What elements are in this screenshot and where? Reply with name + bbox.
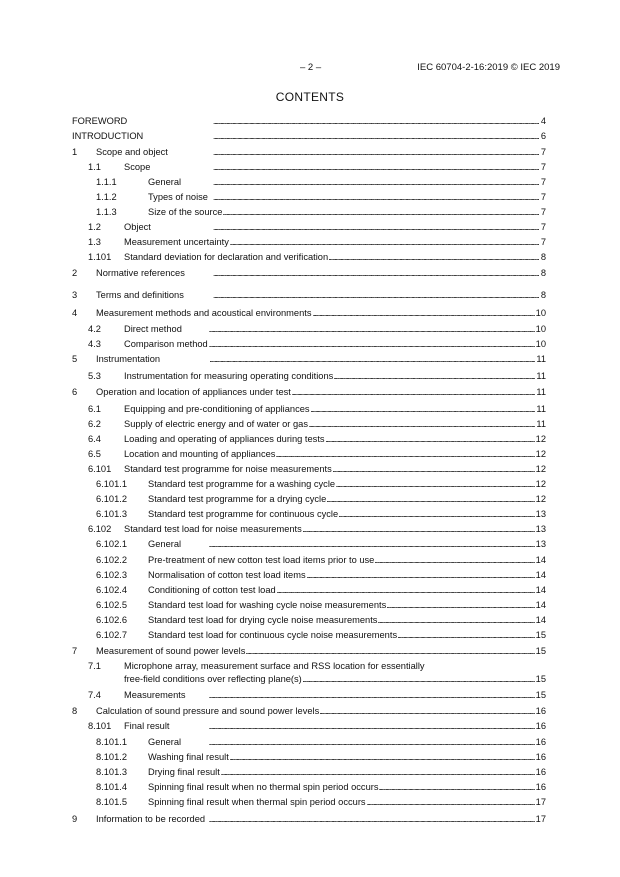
toc-entry[interactable]: [72, 306, 546, 319]
toc-entry-page: 7: [540, 222, 546, 232]
toc-entry-title: Loading and operating of appliances during tests: [124, 434, 325, 444]
toc-entry-leader: [375, 555, 534, 566]
toc-entry-title: General: [148, 539, 182, 549]
toc-entry-title: Normative references: [96, 268, 185, 278]
toc-entry[interactable]: [96, 507, 546, 520]
toc-entry[interactable]: [96, 598, 546, 611]
toc-entry-title: Drying final result: [148, 767, 220, 777]
toc-entry-title: Standard test programme for a washing cycle: [148, 479, 336, 489]
toc-entry-page: 12: [535, 494, 546, 504]
toc-entry-number: 8: [72, 706, 78, 716]
toc-entry-page: 15: [535, 646, 546, 656]
toc-entry-title: Washing final result: [148, 752, 229, 762]
toc-entry-number: 1: [72, 147, 78, 157]
toc-entry-title: Object: [124, 222, 151, 232]
toc-entry[interactable]: [96, 628, 546, 641]
toc-entry-leader: [151, 162, 539, 173]
toc-entry-page: 7: [540, 162, 546, 172]
toc-entry[interactable]: [96, 537, 546, 550]
toc-entry-page: 14: [535, 585, 546, 595]
page-number: – 2 –: [300, 62, 322, 73]
toc-entry-title: Standard test programme for continuous cycle: [148, 509, 339, 519]
toc-entry-page: 13: [535, 524, 546, 534]
toc-entry-page: 11: [536, 419, 546, 429]
toc-entry-number: 6.101: [88, 464, 112, 474]
toc-entry-title: Measurements: [124, 690, 186, 700]
toc-entry-page: 10: [535, 339, 546, 349]
toc-entry-page: 16: [535, 737, 546, 747]
toc-entry-title: Scope and object: [96, 147, 168, 157]
toc-entry-page: 11: [536, 371, 546, 381]
toc-entry-page: 14: [535, 570, 546, 580]
toc-entry-page: 14: [535, 600, 546, 610]
toc-entry-page: 17: [535, 814, 546, 824]
toc-entry-page: 14: [535, 615, 546, 625]
toc-entry[interactable]: [96, 568, 546, 581]
toc-entry[interactable]: [96, 205, 546, 218]
toc-entry-page: 7: [540, 192, 546, 202]
toc-entry-leader: [329, 252, 539, 263]
toc-entry-page: 16: [535, 782, 546, 792]
toc-entry-leader: [161, 354, 535, 365]
toc-entry-leader: [170, 721, 534, 732]
toc-entry[interactable]: [96, 492, 546, 505]
toc-entry-number: 1.1.3: [96, 207, 117, 217]
toc-entry-page: 12: [535, 449, 546, 459]
toc-entry[interactable]: [72, 129, 546, 142]
toc-entry[interactable]: [72, 352, 546, 365]
toc-entry-leader: [230, 237, 539, 248]
toc-entry-page: 6: [540, 131, 546, 141]
toc-entry-title: Size of the source: [148, 207, 223, 217]
toc-entry-number: 6.1: [88, 404, 101, 414]
toc-entry-number: 6.102.2: [96, 555, 128, 565]
toc-entry-number: 8.101.2: [96, 752, 128, 762]
toc-entry-title: Measurement of sound power levels: [96, 646, 246, 656]
toc-entry-leader: [336, 479, 535, 490]
toc-entry[interactable]: [88, 337, 546, 350]
toc-entry-page: 12: [535, 434, 546, 444]
toc-entry-leader: [320, 706, 534, 717]
standard-reference: IEC 60704-2-16:2019 © IEC 2019: [417, 62, 560, 73]
toc-entry-number: 7.4: [88, 690, 101, 700]
toc-entry-title: Equipping and pre-conditioning of appliances: [124, 404, 310, 414]
toc-entry-leader: [182, 737, 535, 748]
toc-entry[interactable]: [72, 145, 546, 158]
toc-entry-leader: [276, 449, 534, 460]
toc-entry[interactable]: [88, 432, 546, 445]
toc-entry[interactable]: [88, 522, 546, 535]
toc-entry-page: 16: [535, 721, 546, 731]
toc-entry-number: 7: [72, 646, 78, 656]
toc-entry-page: 7: [540, 207, 546, 217]
toc-entry-title: Final result: [124, 721, 170, 731]
toc-entry-leader: [186, 268, 539, 279]
toc-entry-title: Instrumentation: [96, 354, 161, 364]
toc-entry-page: 13: [535, 539, 546, 549]
toc-entry-number: 6.102.5: [96, 600, 128, 610]
toc-entry-number: 1.1.2: [96, 192, 117, 202]
toc-entry-leader: [334, 371, 535, 382]
toc-entry-page: 8: [540, 268, 546, 278]
toc-entry-leader: [246, 646, 534, 657]
toc-entry[interactable]: [72, 288, 546, 301]
toc-entry-leader: [221, 767, 535, 778]
toc-entry-number: 6.4: [88, 434, 101, 444]
toc-entry-leader: [309, 419, 535, 430]
toc-entry-title: Standard test load for drying cycle noise measurements: [148, 615, 378, 625]
toc-entry-leader: [206, 814, 535, 825]
toc-entry-number: 1.1.1: [96, 177, 117, 187]
toc-entry-page: 11: [536, 354, 546, 364]
toc-entry-title: General: [148, 737, 182, 747]
toc-entry-title: Comparison method: [124, 339, 208, 349]
toc-entry[interactable]: [72, 704, 546, 717]
toc-entry-leader: [152, 222, 539, 233]
toc-entry-leader: [292, 387, 535, 398]
toc-entry-number: 2: [72, 268, 78, 278]
toc-entry-page: 15: [535, 674, 546, 684]
toc-entry-page: 15: [535, 630, 546, 640]
toc-entry-title: Calculation of sound pressure and sound power levels: [96, 706, 320, 716]
toc-entry-title: Instrumentation for measuring operating conditions: [124, 371, 334, 381]
toc-entry-page: 17: [535, 797, 546, 807]
toc-entry-number: 6.102.1: [96, 539, 128, 549]
toc-entry-leader: [223, 207, 539, 218]
toc-entry-number: 8.101.1: [96, 737, 128, 747]
toc-entry-number: 6.102.6: [96, 615, 128, 625]
toc-entry-number: 6.101.3: [96, 509, 128, 519]
toc-entry-number: 1.3: [88, 237, 101, 247]
toc-entry-title: free-field conditions over reflecting plane(s): [124, 674, 302, 684]
toc-entry-title: Information to be recorded: [96, 814, 206, 824]
toc-entry-page: 12: [535, 464, 546, 474]
toc-entry-number: 8.101.5: [96, 797, 128, 807]
toc-entry[interactable]: [88, 672, 546, 685]
toc-entry-leader: [128, 116, 539, 127]
toc-entry-number: 5: [72, 354, 78, 364]
toc-entry-leader: [230, 752, 535, 763]
toc-entry-title: Direct method: [124, 324, 182, 334]
toc-entry-number: 6.102: [88, 524, 112, 534]
toc-entry[interactable]: [96, 765, 546, 778]
toc-entry-title: Location and mounting of appliances: [124, 449, 276, 459]
toc-entry-leader: [183, 324, 535, 335]
toc-entry-leader: [187, 690, 535, 701]
toc-entry-number: 6.102.7: [96, 630, 128, 640]
toc-entry-page: 14: [535, 555, 546, 565]
toc-entry-leader: [303, 674, 535, 685]
toc-entry[interactable]: [96, 190, 546, 203]
toc-entry[interactable]: [88, 235, 546, 248]
toc-entry-number: 9: [72, 814, 78, 824]
toc-entry-leader: [339, 509, 534, 520]
toc-entry-title: Standard test load for washing cycle noise measurements: [148, 600, 387, 610]
toc-entry-title: Pre-treatment of new cotton test load items prior to use: [148, 555, 375, 565]
toc-entry-number: 1.1: [88, 162, 101, 172]
toc-entry-number: 8.101.3: [96, 767, 128, 777]
toc-entry-title: Scope: [124, 162, 151, 172]
toc-entry-title: Standard test load for noise measurements: [124, 524, 302, 534]
toc-entry-number: 6.5: [88, 449, 101, 459]
toc-entry-leader: [209, 192, 539, 203]
toc-entry-leader: [333, 464, 535, 475]
toc-entry-number: 6.102.3: [96, 570, 128, 580]
toc-entry-title: Conditioning of cotton test load: [148, 585, 276, 595]
toc-entry-leader: [169, 147, 539, 158]
toc-entry[interactable]: [96, 175, 546, 188]
toc-entry[interactable]: [88, 447, 546, 460]
toc-entry[interactable]: [72, 812, 546, 825]
toc-entry-page: 7: [540, 177, 546, 187]
toc-entry-title: Standard test programme for noise measurements: [124, 464, 332, 474]
toc-entry[interactable]: [96, 735, 546, 748]
toc-entry-number: 6.102.4: [96, 585, 128, 595]
toc-entry[interactable]: [96, 750, 546, 763]
toc-entry-leader: [185, 290, 539, 301]
toc-entry[interactable]: [88, 659, 546, 672]
toc-entry[interactable]: [88, 688, 546, 701]
toc-entry-leader: [367, 797, 535, 808]
toc-entry-page: 16: [535, 767, 546, 777]
toc-entry[interactable]: [88, 719, 546, 732]
toc-entry-number: 4.3: [88, 339, 101, 349]
toc-entry[interactable]: [72, 266, 546, 279]
toc-entry-leader: [303, 524, 535, 535]
toc-entry[interactable]: [88, 220, 546, 233]
toc-entry[interactable]: [96, 780, 546, 793]
toc-entry-title: Standard test programme for a drying cycle: [148, 494, 327, 504]
toc-entry-page: 10: [535, 308, 546, 318]
toc-entry-number: 7.1: [88, 661, 101, 671]
toc-entry-title: Measurement uncertainty: [124, 237, 229, 247]
page-title: CONTENTS: [275, 90, 345, 104]
toc-entry[interactable]: [88, 417, 546, 430]
toc-entry-title: INTRODUCTION: [72, 131, 144, 141]
toc-entry-title: Operation and location of appliances under test: [96, 387, 291, 397]
toc-entry-leader: [327, 494, 534, 505]
toc-entry-page: 15: [535, 690, 546, 700]
toc-entry-page: 11: [536, 387, 546, 397]
toc-entry[interactable]: [88, 250, 546, 263]
toc-entry-leader: [209, 339, 535, 350]
toc-entry[interactable]: [88, 369, 546, 382]
toc-entry-leader: [387, 600, 534, 611]
toc-entry-page: 8: [540, 290, 546, 300]
toc-entry-page: 13: [535, 509, 546, 519]
toc-entry[interactable]: [96, 613, 546, 626]
toc-entry-page: 10: [535, 324, 546, 334]
toc-entry[interactable]: [72, 114, 546, 127]
toc-entry-number: 4: [72, 308, 78, 318]
toc-entry[interactable]: [96, 553, 546, 566]
toc-entry-leader: [378, 615, 534, 626]
toc-entry-page: 12: [535, 479, 546, 489]
toc-entry-number: 8.101.4: [96, 782, 128, 792]
toc-entry-leader: [426, 661, 539, 672]
toc-entry[interactable]: [96, 583, 546, 596]
toc-entry-number: 6.101.2: [96, 494, 128, 504]
toc-entry-page: 8: [540, 252, 546, 262]
toc-entry-page: 11: [536, 404, 546, 414]
toc-entry-page: 16: [535, 706, 546, 716]
toc-entry-title: Terms and definitions: [96, 290, 184, 300]
toc-entry-title: Measurement methods and acoustical environments: [96, 308, 312, 318]
toc-entry-number: 1.2: [88, 222, 101, 232]
toc-entry-leader: [326, 434, 535, 445]
toc-entry-leader: [311, 404, 536, 415]
toc-entry-leader: [379, 782, 534, 793]
toc-entry-leader: [313, 308, 535, 319]
toc-entry[interactable]: [72, 644, 546, 657]
toc-entry-title: Standard deviation for declaration and verification: [124, 252, 329, 262]
toc-entry-number: 6.101.1: [96, 479, 128, 489]
toc-entry-title: Normalisation of cotton test load items: [148, 570, 306, 580]
toc-entry-title: Supply of electric energy and of water or gas: [124, 419, 308, 429]
toc-entry-leader: [182, 177, 539, 188]
toc-entry[interactable]: [96, 795, 546, 808]
toc-entry-number: 5.3: [88, 371, 101, 381]
toc-entry-leader: [144, 131, 539, 142]
toc-entry-title: General: [148, 177, 182, 187]
toc-entry-title: Standard test load for continuous cycle noise measurements: [148, 630, 398, 640]
toc-entry-title: Spinning final result when no thermal spin period occurs: [148, 782, 379, 792]
toc-entry-number: 8.101: [88, 721, 112, 731]
toc-entry[interactable]: [88, 322, 546, 335]
toc-entry-number: 4.2: [88, 324, 101, 334]
toc-entry-title: Types of noise: [148, 192, 208, 202]
toc-entry-page: 7: [540, 237, 546, 247]
toc-entry-page: 7: [540, 147, 546, 157]
toc-entry-title: Microphone array, measurement surface and RSS location for essentially: [124, 661, 425, 671]
toc-entry[interactable]: [88, 160, 546, 173]
toc-entry-page: 4: [540, 116, 546, 126]
toc-entry-title: Spinning final result when thermal spin period occurs: [148, 797, 366, 807]
toc-entry[interactable]: [96, 477, 546, 490]
toc-entry[interactable]: [88, 462, 546, 475]
toc-entry-leader: [182, 539, 535, 550]
toc-entry[interactable]: [72, 385, 546, 398]
toc-entry-number: 6.2: [88, 419, 101, 429]
toc-entry-number: 6: [72, 387, 78, 397]
toc-entry[interactable]: [88, 402, 546, 415]
toc-entry-leader: [398, 630, 535, 641]
toc-entry-title: FOREWORD: [72, 116, 128, 126]
toc-entry-number: 1.101: [88, 252, 112, 262]
toc-entry-number: 3: [72, 290, 78, 300]
toc-entry-page: 16: [535, 752, 546, 762]
toc-entry-leader: [307, 570, 535, 581]
toc-entry-leader: [277, 585, 535, 596]
